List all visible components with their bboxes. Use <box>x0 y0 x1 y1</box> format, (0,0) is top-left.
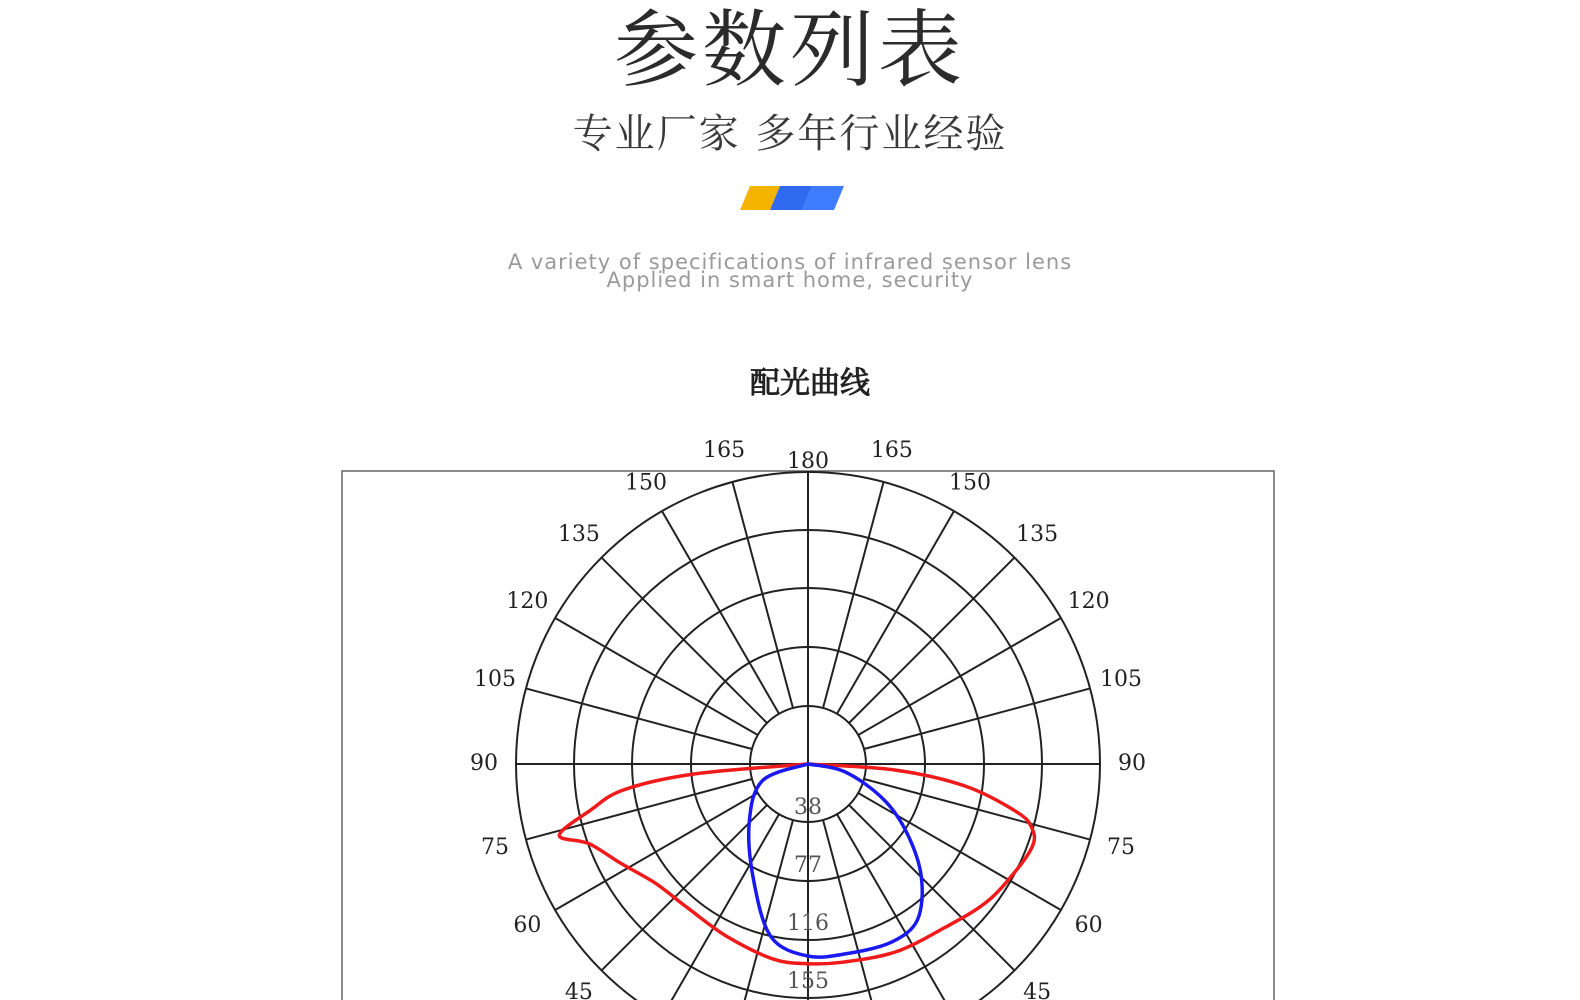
grid-spoke <box>602 558 767 723</box>
grid-spoke <box>526 688 752 749</box>
grid-spoke <box>849 558 1014 723</box>
angle-tick-label-left: 105 <box>474 667 517 693</box>
angle-tick-label-left: 165 <box>703 438 746 464</box>
radial-tick-label: 77 <box>794 853 822 878</box>
angle-tick-label-right: 135 <box>1016 521 1059 547</box>
series-curve-2 <box>749 764 922 957</box>
angle-tick-label-left: 45 <box>564 980 593 1000</box>
tagline-line-1: A variety of specifications of infrared sensor lens <box>507 250 1073 274</box>
angle-tick-label-right: 165 <box>870 438 913 464</box>
grid-spoke <box>555 618 758 735</box>
grid-spoke <box>732 820 793 1000</box>
angle-tick-label-right: 45 <box>1023 980 1052 1000</box>
angle-tick-label-right: 120 <box>1067 589 1110 614</box>
angle-tick-label-right: 75 <box>1106 834 1135 860</box>
page-title: 参数列表 <box>613 1 966 99</box>
radial-tick-label: 38 <box>794 795 822 820</box>
grid-spoke <box>526 779 752 840</box>
grid-spoke <box>837 511 954 714</box>
radial-tick-label: 155 <box>787 969 829 994</box>
angle-tick-label-right: 90 <box>1118 751 1146 776</box>
angle-tick-label-left: 60 <box>513 913 542 938</box>
grid-spoke <box>858 618 1061 735</box>
angle-tick-label-left: 120 <box>506 589 549 614</box>
angle-tick-label-left: 90 <box>470 751 498 776</box>
angle-tick-label-right: 105 <box>1099 667 1142 693</box>
angle-tick-label-left: 75 <box>481 834 510 860</box>
grid-spoke <box>732 482 793 708</box>
tagline-line-2: Applied in smart home, security <box>606 268 974 292</box>
angle-tick-label-right: 60 <box>1074 913 1103 938</box>
angle-tick-label-right: 150 <box>949 470 991 496</box>
angle-tick-label-left: 135 <box>557 521 600 547</box>
grid-spoke <box>864 779 1090 840</box>
page-subtitle: 专业厂家 多年行业经验 <box>572 111 1008 157</box>
grid-spoke <box>823 482 884 708</box>
chart-title: 配光曲线 <box>750 366 870 401</box>
radial-tick-label: 116 <box>787 911 829 936</box>
grid-spoke <box>823 820 884 1000</box>
grid-spoke <box>864 688 1090 749</box>
angle-tick-label: 180 <box>787 449 829 474</box>
angle-tick-label-left: 150 <box>625 470 667 496</box>
grid-spoke <box>555 793 758 910</box>
grid-spoke <box>849 805 1014 970</box>
grid-spoke <box>662 511 779 714</box>
